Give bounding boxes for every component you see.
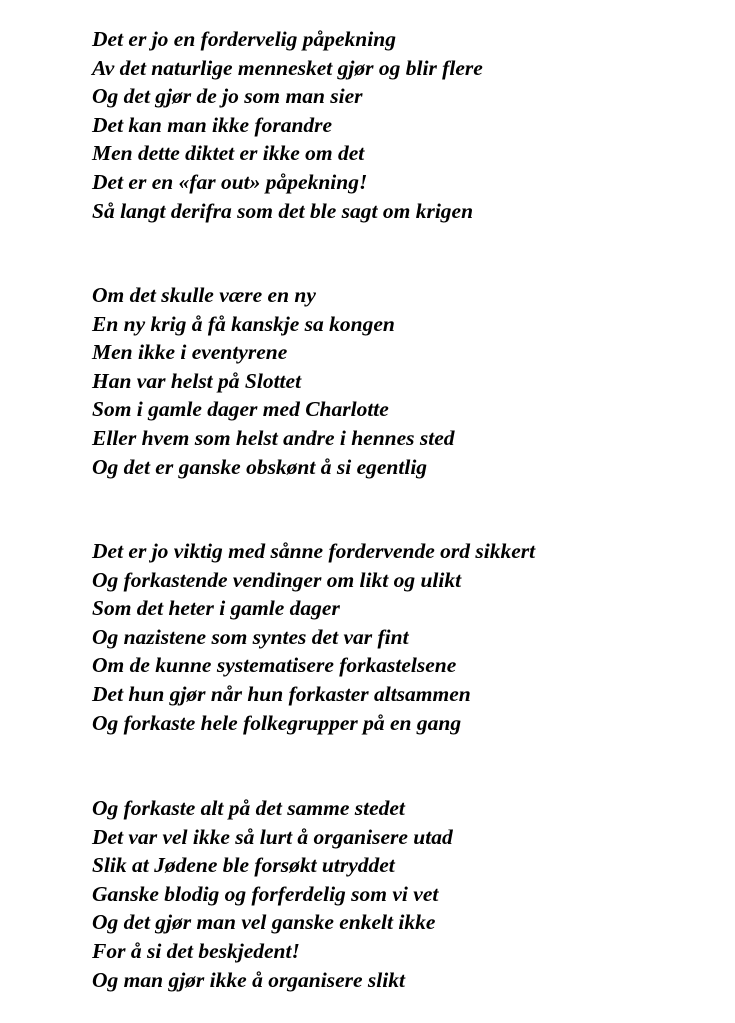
poem-line: En ny krig å få kanskje sa kongen: [92, 311, 395, 336]
stanza-3: [92, 537, 712, 737]
poem-line: For å si det beskjedent!: [92, 938, 300, 963]
poem-line: Det er jo en fordervelig påpekning: [92, 27, 396, 51]
poem-line: Om det skulle være en ny: [92, 283, 316, 307]
poem-line: Det hun gjør når hun forkaster altsammen: [92, 681, 471, 706]
poem-line: Som det heter i gamle dager: [92, 596, 340, 621]
poem-line: Det var vel ikke så lurt å organisere utad: [92, 824, 453, 849]
poem-line: Og man gjør ikke å organisere slikt: [92, 967, 405, 992]
poem-line: Det er jo viktig med sånne fordervende ord sikkert: [92, 539, 536, 563]
poem-line: Av det naturlige mennesket gjør og blir flere: [92, 55, 483, 80]
poem-line: Og det gjør man vel ganske enkelt ikke: [92, 910, 436, 935]
stanza-2: [92, 281, 712, 481]
poem-line: Slik at Jødene ble forsøkt utryddet: [92, 853, 395, 878]
poem-line: Men ikke i eventyrene: [92, 340, 288, 365]
poem-line: Som i gamle dager med Charlotte: [92, 397, 389, 422]
poem-line: Så langt derifra som det ble sagt om krigen: [92, 198, 474, 223]
poem-line: Og nazistene som syntes det var fint: [92, 624, 409, 649]
poem-line: Og det er ganske obskønt å si egentlig: [92, 454, 428, 479]
stanza-4: [92, 794, 712, 994]
poem-line: Det er en «far out» påpekning!: [92, 169, 368, 194]
poem-line: Ganske blodig og forferdelig som vi vet: [92, 881, 439, 906]
poem-line: Og forkaste hele folkegrupper på en gang: [92, 710, 462, 735]
poem-line: Om de kunne systematisere forkastelsene: [92, 653, 457, 678]
poem-line: Og forkaste alt på det samme stedet: [92, 796, 405, 820]
poem-line: Eller hvem som helst andre i hennes sted: [92, 425, 455, 450]
poem-line: Han var helst på Slottet: [92, 368, 302, 393]
poem-line: Og forkastende vendinger om likt og ulikt: [92, 567, 462, 592]
poem-line: Og det gjør de jo som man sier: [92, 84, 363, 109]
poem-line: Det kan man ikke forandre: [92, 112, 333, 137]
stanza-1: [92, 25, 712, 225]
poem-line: Men dette diktet er ikke om det: [92, 141, 365, 166]
